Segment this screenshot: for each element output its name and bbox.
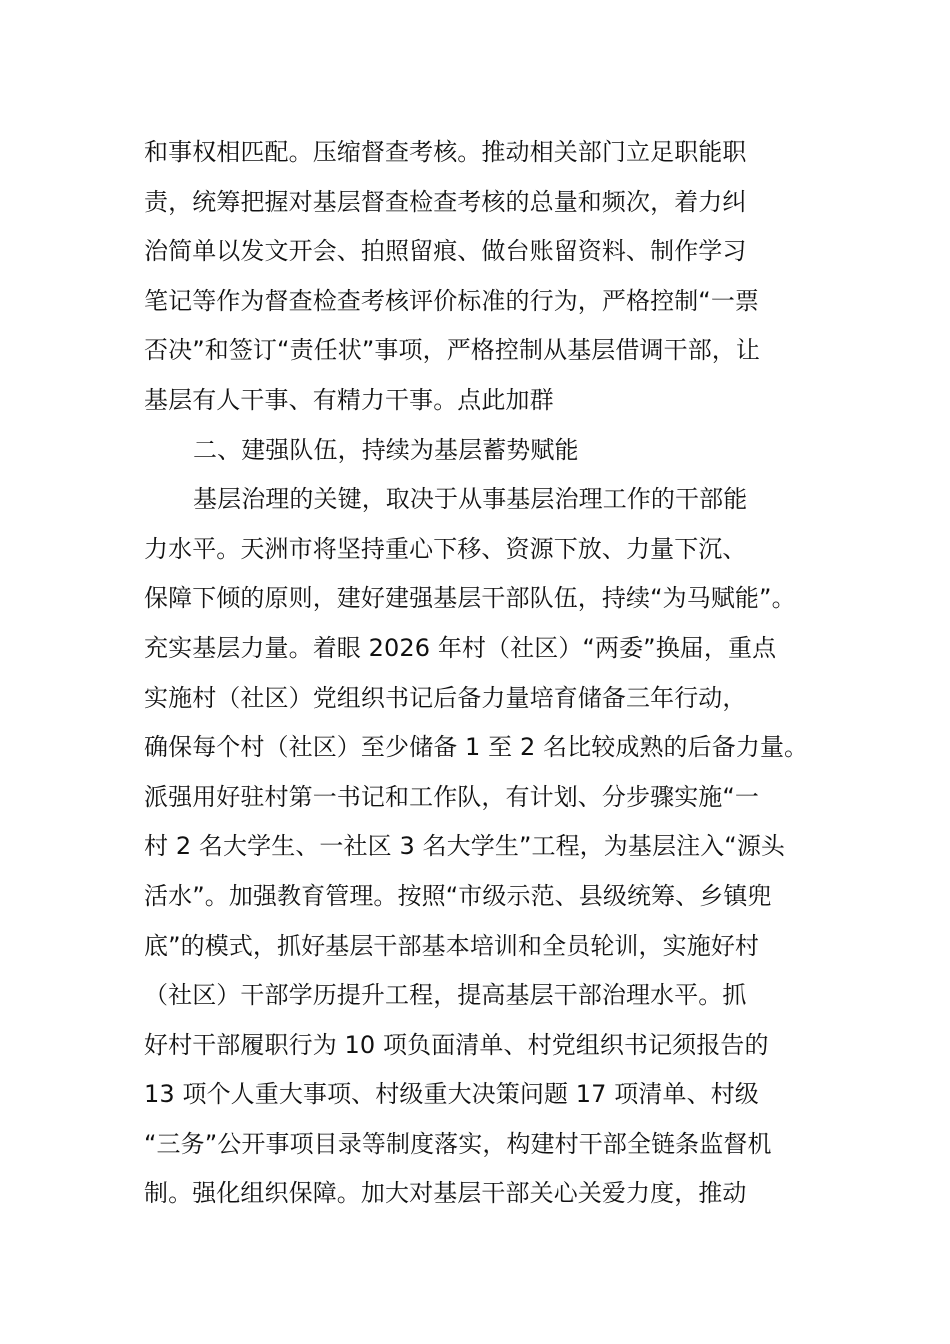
text-line: 制。强化组织保障。加大对基层干部关心关爱力度，推动 bbox=[144, 1179, 747, 1208]
text-line: 笔记等作为督查检查考核评价标准的行为，严格控制“一票 bbox=[144, 286, 760, 315]
text-line: 责，统筹把握对基层督查检查考核的总量和频次，着力纠 bbox=[144, 187, 747, 216]
body-text bbox=[144, 128, 824, 1219]
text-line: 和事权相匹配。压缩督查考核。推动相关部门立足职能职 bbox=[144, 138, 747, 166]
text-line: 治简单以发文开会、拍照留痕、做台账留资料、制作学习 bbox=[144, 237, 747, 266]
text-line: 基层治理的关键，取决于从事基层治理工作的干部能 bbox=[193, 485, 748, 514]
text-line: 村 2 名大学生、一社区 3 名大学生”工程，为基层注入“源头 bbox=[144, 832, 786, 861]
text-line: 13 项个人重大事项、村级重大决策问题 17 项清单、村级 bbox=[144, 1080, 759, 1109]
text-line: 保障下倾的原则，建好建强基层干部队伍，持续“为马赋能”。 bbox=[144, 584, 796, 613]
text-line: 实施村（社区）党组织书记后备力量培育储备三年行动， bbox=[144, 683, 747, 712]
text-line: 底”的模式，抓好基层干部基本培训和全员轮训，实施好村 bbox=[144, 931, 760, 960]
text-line: 好村干部履职行为 10 项负面清单、村党组织书记须报告的 bbox=[144, 1030, 769, 1059]
text-line: 否决”和签订“责任状”事项，严格控制从基层借调干部，让 bbox=[144, 336, 760, 365]
text-line: 活水”。加强教育管理。按照“市级示范、县级统筹、乡镇兜 bbox=[144, 881, 772, 910]
text-line: 确保每个村（社区）至少储备 1 至 2 名比较成熟的后备力量。 bbox=[144, 733, 809, 762]
text-line: 充实基层力量。着眼 2026 年村（社区）“两委”换届，重点 bbox=[144, 633, 777, 662]
text-line: （社区）干部学历提升工程，提高基层干部治理水平。抓 bbox=[144, 981, 747, 1010]
text-line: 基层有人干事、有精力干事。点此加群 bbox=[144, 385, 554, 414]
text-line: “三务”公开事项目录等制度落实，构建村干部全链条监督机 bbox=[144, 1129, 772, 1158]
text-line: 派强用好驻村第一书记和工作队，有计划、分步骤实施“一 bbox=[144, 782, 760, 811]
text-line: 力水平。天洲市将坚持重心下移、资源下放、力量下沉、 bbox=[144, 534, 747, 563]
section-heading: 二、建强队伍，持续为基层蓄势赋能 bbox=[193, 435, 579, 464]
